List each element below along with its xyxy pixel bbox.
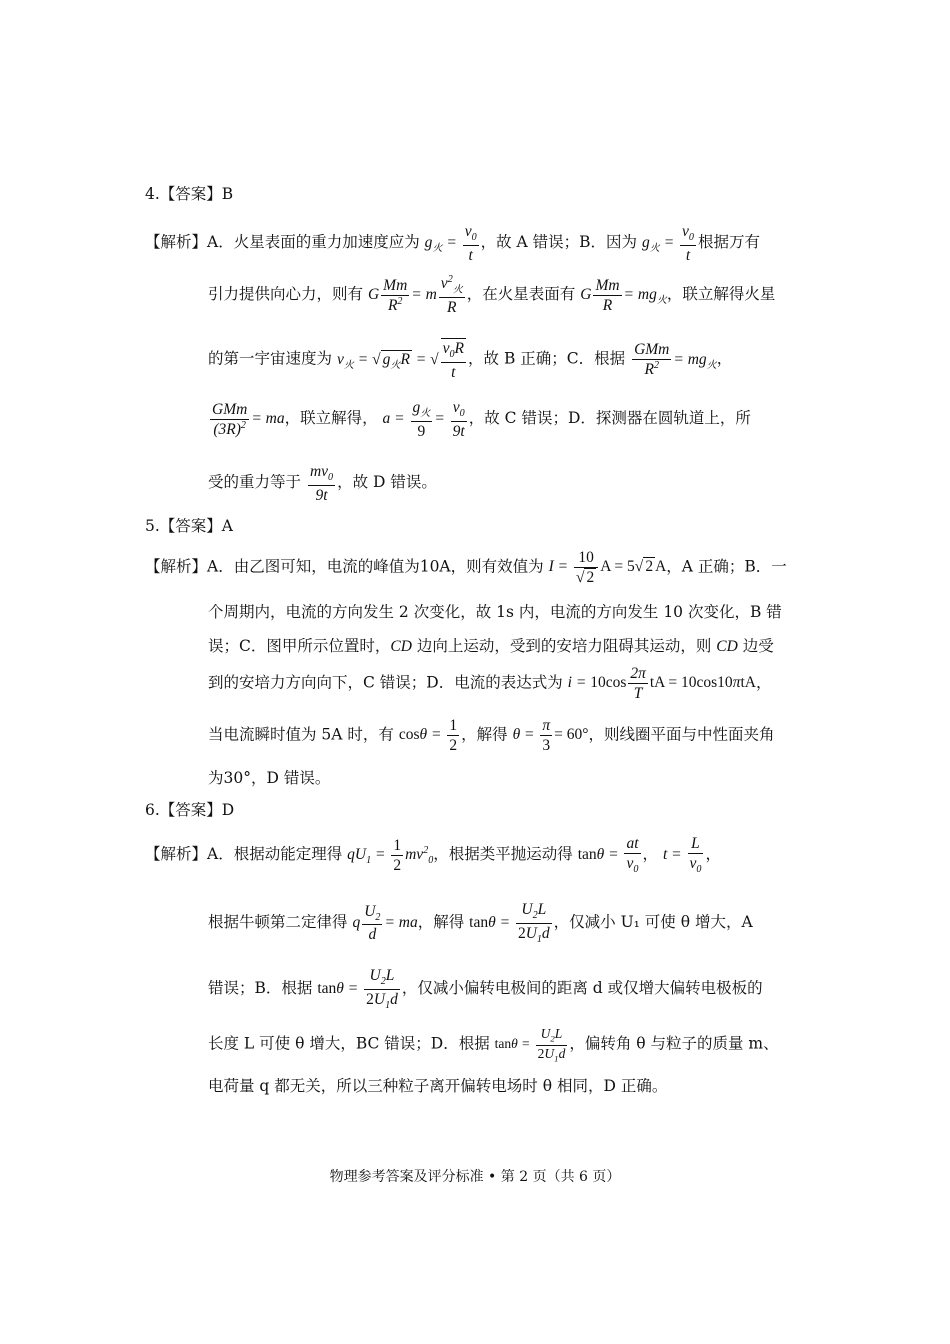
q5-line6: 为30°，D 错误。 bbox=[208, 769, 331, 787]
q5-text: 边受 bbox=[737, 637, 774, 655]
q4-line2 bbox=[208, 274, 775, 317]
q5-text-italic: CD bbox=[716, 638, 738, 655]
q4-text: ，故 D 错误。 bbox=[337, 473, 437, 492]
q6-text: ，仅减小偏转电极间的距离 d 或仅增大偏转电极板的 bbox=[401, 978, 763, 997]
q6-text: A．根据动能定理得 bbox=[207, 845, 343, 864]
q4-tag: 【解析】 bbox=[145, 233, 208, 252]
q4-text: 受的重力等于 bbox=[208, 473, 302, 492]
formula: t = $\frac{L}{v_0}$ bbox=[662, 835, 702, 876]
formula: $\frac{mv_0}{9t}$ bbox=[309, 463, 334, 504]
formula: cosθ = $\frac{1}{2}$ bbox=[398, 717, 458, 755]
formula: tanθ = $\frac{U_2L}{2U_1d}$ bbox=[494, 1026, 566, 1064]
q6-text: 长度 L 可使 θ 增大，BC 错误；D．根据 bbox=[208, 1034, 490, 1053]
q4-text: ，故 A 错误；B．因为 bbox=[480, 233, 638, 252]
q6-line1: 【解析】A．根据动能定理得 $qU_1$ = $\frac{1}{2}$ $mv^2_0$，根据类平抛运动得 tanθ = $\frac{at}{v_0}$ ， t = $\frac{L}{v_0}$ ， bbox=[145, 835, 721, 876]
q6-line2 bbox=[208, 900, 753, 946]
q4-text: ，故 C 错误；D．探测器在圆轨道上，所 bbox=[468, 409, 751, 428]
q6-text: 错误；B．根据 bbox=[208, 978, 313, 997]
q6-line3 bbox=[208, 966, 763, 1012]
q5-text: 误；C．图甲所示位置时， bbox=[208, 637, 391, 655]
formula: $g_火$ = $\frac{v_0}{t}$ bbox=[642, 223, 694, 264]
q5-text: A．由乙图可知，电流的峰值为10A，则有效值为 bbox=[207, 557, 544, 576]
q4-line1 bbox=[145, 222, 760, 265]
q5-text: 边向上运动，受到的安培力阻碍其运动，则 bbox=[411, 637, 717, 655]
q5-line2: 个周期内，电流的方向发生 2 次变化，故 1s 内，电流的方向发生 10 次变化，B 错 bbox=[208, 603, 782, 621]
q4-text: 的第一宇宙速度为 bbox=[208, 349, 333, 368]
q6-line4 bbox=[208, 1026, 779, 1064]
q4-text: ，故 B 正确；C．根据 bbox=[468, 349, 626, 368]
formula: tanθ = $\frac{at}{v_0}$ bbox=[577, 835, 639, 876]
q4-answer: 4.【答案】B bbox=[145, 185, 234, 203]
q6-line5: 电荷量 q 都无关，所以三种粒子离开偏转电场时 θ 相同，D 正确。 bbox=[208, 1077, 668, 1095]
q4-text: ，在火星表面有 bbox=[466, 285, 576, 304]
q6-tag: 【解析】 bbox=[145, 845, 208, 864]
formula: θ = $\frac{\pi}{3}$ = 60° bbox=[512, 717, 589, 755]
q4-text: 引力提供向心力，则有 bbox=[208, 285, 364, 304]
q5-line4: 到的安培力方向向下，C 错误；D．电流的表达式为 i = 10cos $\frac{2\pi}{T}$ tA = 10cos10πtA， bbox=[208, 665, 772, 703]
q5-text: 到的安培力方向向下，C 错误；D．电流的表达式为 bbox=[208, 673, 563, 692]
q5-text: ，A 正确；B．一 bbox=[666, 557, 787, 576]
q4-line5 bbox=[208, 462, 437, 505]
formula: $\frac{\text{GMm}}{(3R)^2}$ = ma bbox=[212, 400, 285, 439]
q6-text: ，仅减小 U₁ 可使 θ 增大，A bbox=[553, 912, 753, 931]
q6-text: ，偏转角 θ 与粒子的质量 m、 bbox=[569, 1034, 779, 1053]
q4-text: ，联立解得， bbox=[284, 409, 378, 428]
q6-text: ，根据类平抛运动得 bbox=[433, 845, 573, 864]
formula: tanθ = $\frac{U_2L}{2U_1d}$ bbox=[469, 901, 550, 945]
formula: tanθ = $\frac{U_2L}{2U_1d}$ bbox=[317, 967, 398, 1011]
formula: q $\frac{U_2}{d}$ = ma bbox=[352, 902, 418, 944]
formula: a = $\frac{g_火}{9}$ = $\frac{v_0}{9t}$ bbox=[382, 399, 465, 440]
formula: $g_火$ = $\frac{v_0}{t}$ bbox=[424, 223, 477, 264]
q6-text: 根据牛顿第二定律得 bbox=[208, 912, 348, 931]
q5-text: 当电流瞬时值为 5A 时，有 bbox=[208, 725, 394, 744]
q6-answer: 6.【答案】D bbox=[145, 801, 235, 819]
q5-text: ，则线圈平面与中性面夹角 bbox=[588, 725, 775, 744]
formula: $qU_1$ = $\frac{1}{2}$ $mv^2_0$ bbox=[347, 836, 434, 875]
formula: I = $\frac{10}{√ 2}$ A = 5√ 2 A bbox=[548, 549, 667, 587]
q5-text-italic: CD bbox=[390, 638, 412, 655]
q5-text: ，解得 bbox=[461, 725, 508, 744]
q4-line3: 的第一宇宙速度为 $v_火$ = √ $g_火R$ = √ $\frac{v_0R}{t}$ ，故 B 正确；C．根据 $\frac{\text{GMm}}{R^2}$ = $mg_火$， bbox=[208, 340, 733, 381]
page-footer: 物理参考答案及评分标准 • 第 2 页（共 6 页） bbox=[329, 1169, 621, 1185]
formula: G $\frac{Mm}{R}$ = $mg_火$ bbox=[580, 276, 667, 315]
q5-line5 bbox=[208, 716, 775, 756]
q4-line4 bbox=[208, 398, 751, 441]
formula: G $\frac{Mm}{R^2}$ = m $\frac{v^2_火}{R}$ bbox=[367, 274, 463, 316]
q5-line3 bbox=[208, 634, 774, 656]
q4-text: ，联立解得火星 bbox=[666, 285, 776, 304]
formula: $\frac{\text{GMm}}{R^2}$ = $mg_火$ bbox=[634, 341, 717, 379]
formula: i = 10cos $\frac{2\pi}{T}$ tA = 10cos10πtA bbox=[567, 665, 756, 703]
formula: $v_火$ = √ $g_火R$ = √ $\frac{v_0R}{t}$ bbox=[336, 340, 465, 381]
q5-answer: 5.【答案】A bbox=[145, 517, 233, 535]
q5-line1 bbox=[145, 548, 787, 588]
q4-text: 根据万有 bbox=[697, 233, 760, 252]
q6-text: ，解得 bbox=[417, 912, 465, 931]
q4-text: A．火星表面的重力加速度应为 bbox=[207, 233, 420, 252]
q5-tag: 【解析】 bbox=[145, 557, 208, 576]
